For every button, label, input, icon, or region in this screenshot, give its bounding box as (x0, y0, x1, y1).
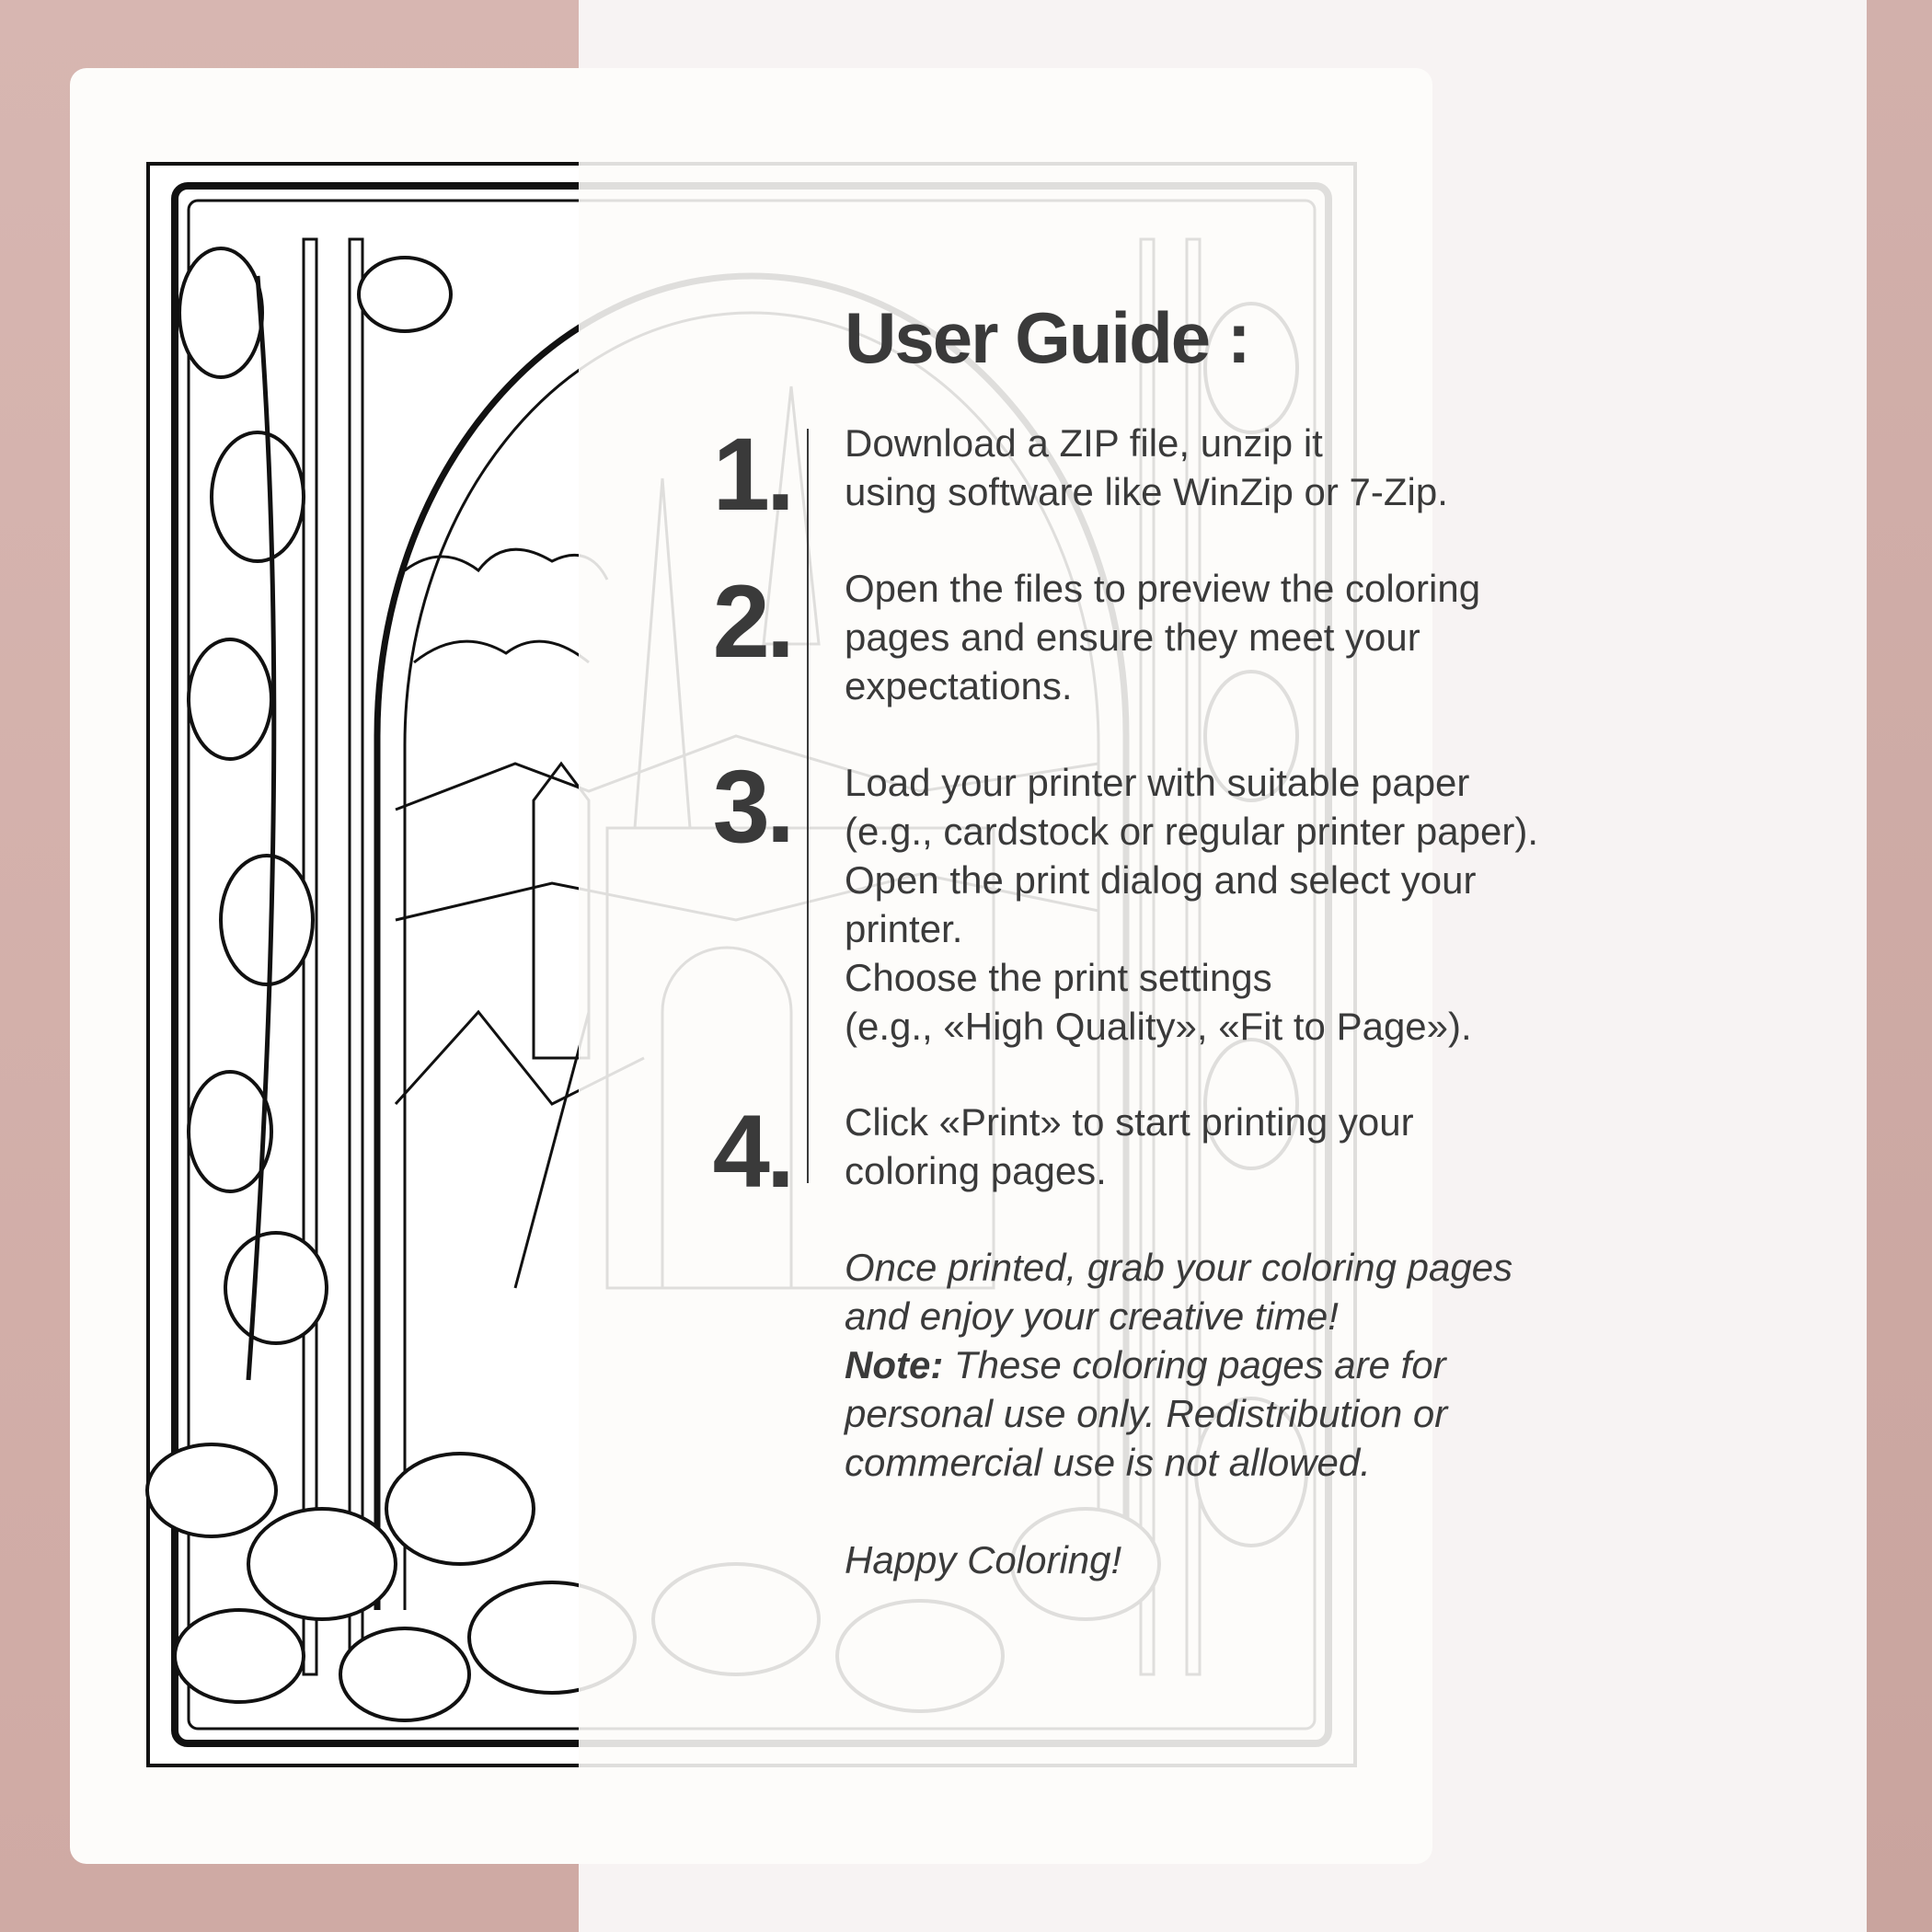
step-text-line: Load your printer with suitable paper (845, 761, 1470, 804)
step-text-line: (e.g., cardstock or regular printer paper). (845, 810, 1538, 853)
step-text-line: expectations. (845, 664, 1073, 707)
note-text: personal use only. Redistribution or (845, 1392, 1448, 1435)
step-text-line: Click «Print» to start printing your (845, 1100, 1414, 1144)
signoff-text: Happy Coloring! (845, 1538, 1122, 1581)
closing-line: Once printed, grab your coloring pages (845, 1246, 1513, 1289)
closing-line: and enjoy your creative time! (845, 1294, 1339, 1338)
step-text-line: Choose the print settings (845, 956, 1272, 999)
step-text-line: printer. (845, 907, 963, 950)
step-text-line: using software like WinZip or 7-Zip. (845, 470, 1448, 513)
note-text: commercial use is not allowed. (845, 1441, 1371, 1484)
step-text-line: (e.g., «High Quality», «Fit to Page»). (845, 1005, 1472, 1048)
step-2-text (845, 564, 1480, 710)
step-4-text (845, 1098, 1414, 1195)
step-1-text (845, 419, 1448, 516)
step-3-text (845, 758, 1538, 1051)
step-divider-line (807, 429, 809, 1183)
step-text-line: Open the files to preview the coloring (845, 567, 1481, 610)
step-number-1: 1. (712, 417, 791, 532)
step-text-line: coloring pages. (845, 1149, 1107, 1192)
closing-text (845, 1243, 1512, 1487)
step-text-line: Open the print dialog and select your (845, 858, 1477, 902)
note-line (845, 1340, 1512, 1389)
page-title: User Guide : (845, 297, 1249, 378)
note-text: These coloring pages are for (943, 1343, 1446, 1386)
note-label: Note: (845, 1343, 944, 1386)
step-text-line: pages and ensure they meet your (845, 615, 1420, 659)
step-number-3: 3. (712, 749, 791, 864)
step-text-line: Download a ZIP file, unzip it (845, 421, 1323, 465)
step-number-4: 4. (712, 1094, 791, 1209)
step-number-2: 2. (712, 564, 791, 679)
